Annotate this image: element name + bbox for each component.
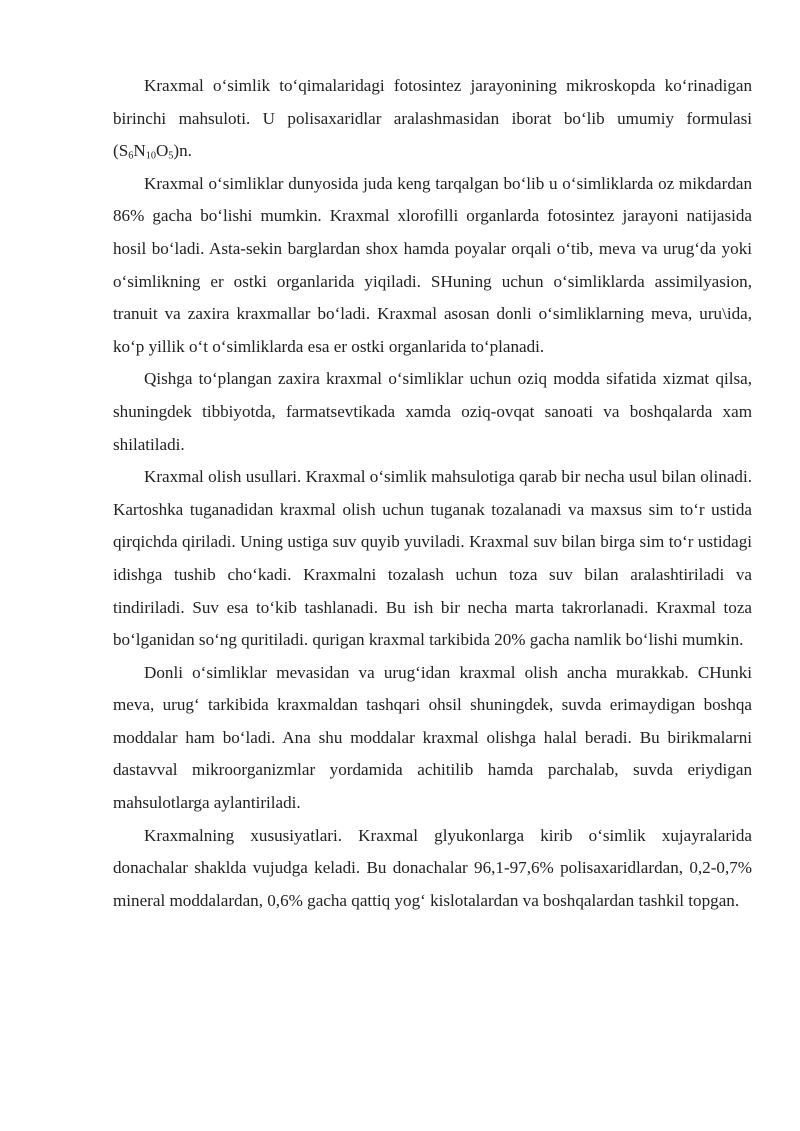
formula-suffix: )n. (173, 141, 192, 161)
paragraph-properties: Kraxmalning xususiyatlari. Kraxmal glyukonlarga kirib o‘simlik xujayralarida donachalar shaklda vujudga keladi. Bu donachalar 96,1-97,6% polisaxaridlardan, 0,2-0,7% mineral moddalardan, 0,6% gacha qattiq yog‘ kislotalardan va boshqalardan tashkil topgan. (113, 825, 752, 910)
formula-subscript-o: 5 (168, 150, 174, 162)
paragraph-1 (113, 70, 752, 168)
paragraph-extraction-methods: Kraxmal olish usullari. Kraxmal o‘simlik mahsulotiga qarab bir necha usul bilan olinadi. Kartoshka tuganadidan kraxmal olish uchun tuganak tozalanadi va maxsus sim to‘r ustida qirqichda qiriladi. Uning ustiga suv quyib yuviladi. Kraxmal suv bilan birga sim to‘r ustidagi idishga tushib cho‘kadi. Kraxmalni tozalash uchun toza suv bilan aralashtiriladi va tindiriladi. Suv esa to‘kib tashlanadi. Bu ish bir necha marta takrorlanadi. Kraxmal toza bo‘lganidan so‘ng quritiladi. qurigan kraxmal tarkibida 20% gacha namlik bo‘lishi mumkin. (113, 467, 752, 650)
formula-subscript-s: 6 (128, 150, 134, 162)
paragraph-1-text: Kraxmal o‘simlik to‘qimalaridagi fotosintez jarayonining mikroskopda ko‘rinadigan birinchi mahsuloti. U polisaxaridlar aralashmasidan iborat bo‘lib umumiy formulasi (S (113, 76, 752, 161)
formula-letter-n: N (133, 141, 146, 161)
paragraph-5: Donli o‘simliklar mevasidan va urug‘idan kraxmal olish ancha murakkab. CHunki meva, urug‘ tarkibida kraxmaldan tashqari ohsil shuningdek, suvda erimaydigan boshqa moddalar ham bo‘ladi. Ana shu moddalar kraxmal olishga halal beradi. Bu birikmalarni dastavval mikroorganizmlar yordamida achitilib hamda parchalab, suvda eriydigan mahsulotlarga aylantiriladi. (113, 662, 752, 813)
formula-letter-o: O (155, 141, 169, 161)
paragraph-3: Qishga to‘plangan zaxira kraxmal o‘simliklar uchun oziq modda sifatida xizmat qilsa, shuningdek tibbiyotda, farmatsevtikada xamda oziq-ovqat sanoati va boshqalarda xam shilatiladi. (113, 369, 752, 454)
paragraph-2: Kraxmal o‘simliklar dunyosida juda keng tarqalgan bo‘lib u o‘simliklarda oz mikdardan 86% gacha bo‘lishi mumkin. Kraxmal xlorofilli organlarda fotosintez jarayoni natijasida hosil bo‘ladi. Asta-sekin barglardan shox hamda poyalar orqali o‘tib, meva va urug‘da yoki o‘simlikning er ostki organlarida yiqiladi. SHuning uchun o‘simliklarda assimilyasion, tranuit va zaxira kraxmallar bo‘ladi. Kraxmal asosan donli o‘simliklarning meva, uru\ida, ko‘p yillik o‘t o‘simliklarda esa er ostki organlarida to‘planadi. (113, 173, 752, 356)
formula-subscript-n: 10 (145, 150, 156, 162)
